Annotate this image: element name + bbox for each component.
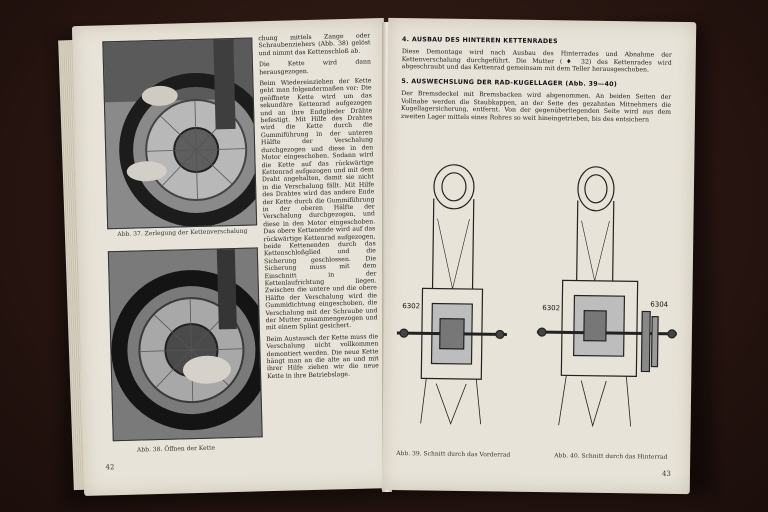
figure-37-photo <box>102 37 257 229</box>
figure-39-caption: Abb. 39. Schnitt durch das Vorderrad <box>396 450 511 459</box>
figure-39-diagram <box>391 158 515 430</box>
figure-40-caption: Abb. 40. Schnitt durch das Hinterrad <box>554 452 668 461</box>
section-heading-4: 4. AUSBAU DES HINTEREN KETTENRADES <box>401 36 558 46</box>
paragraph: Beim Wiedereinziehen der Kette geht man folgendermaßen vor: Die geöffnete Kette wird um das sekundäre Kettenrad aufgezogen und an ihre Endglieder Drähte befestigt. Mit Hilfe des Drahtes wird die Kette durch die Gummiführung in der unteren Hälfte der Verschalung durchgezogen und diese in den Motor eingeschoben. Sodann wird die Kette auf das rückwärtige Kettenrad aufgezogen und mit dem Draht angehalten, damit sie nicht in die Verschalung fällt. Mit Hilfe des Drahtes wird das andere Ende der Kette durch die Gummiführung in der oberen Hälfte der Verschalung durchgezogen, und diese in den Motor eingeschoben. Das obere Kettenende wird auf das rückwärtige Kettenrad aufgezogen, beide Kettenenden durch das Kettenschloßglied und die Sicherung geschlossen. Die Sicherung muss mit dem Einschnitt in der Kettenlaufrichtung liegen. Zwischen die untere und die obere Hälfte der Verschalung wird die Gummidichtung eingeschoben, die Verschalung mit der Schraube und der Mutter zusammengezogen und mit einem Splint gesichert. <box>259 77 378 332</box>
page-number: 43 <box>661 469 671 478</box>
paragraph: chung mittels Zange oder Schraubenziehers (Abb. 38) gelöst und nimmt das Kettenschloß ab. <box>258 32 371 58</box>
figure-37-caption: Abb. 37. Zerlegung der Kettenverschalung <box>117 227 248 239</box>
right-page <box>382 18 697 494</box>
paragraph: Die Kette wird dann herausgezogen. <box>258 58 372 76</box>
figure-38-photo <box>108 247 263 441</box>
section-heading-5: 5. AUSWECHSLUNG DER RAD-KUGELLAGER (Abb. 39—40) <box>401 78 618 89</box>
motorcycle-wheel-chain-photo <box>103 38 256 228</box>
paragraph: Beim Austausch der Kette muss die Verschalung nicht vollkommen demontiert werden. Die neue Kette hängt man an die alte an und mit ihrer Hilfe ziehen wir die neue Kette in ihre Betriebslage. <box>266 333 380 381</box>
section-text-4: Diese Demontage wird nach Ausbau des Hinterrades und Abnahme der Kettenverschalung durchgeführt. Die Mutter (♦ 32) des Kettenrades wird abgeschraubt und das Kettenrad gemeinsam mit dem Teller herausgeschoben. <box>401 48 672 74</box>
page-number: 42 <box>105 463 115 472</box>
left-text-column <box>258 32 381 455</box>
wheel-hub-photo <box>109 248 262 440</box>
figure-38-caption: Abb. 38. Öffnen der Kette <box>136 444 216 454</box>
bearing-label: 6302 <box>402 302 421 311</box>
figure-40-diagram <box>531 160 685 432</box>
bearing-label-right: 6304 <box>650 300 669 309</box>
bearing-label-left: 6302 <box>542 304 561 313</box>
section-text-5: Der Bremsdeckel mit Bremsbacken wird abgenommen. An beiden Seiten der Vollnabe werden die Staubkappen, an der Seite des gezahnten Mitnehmers die Kugellagersicherung, entfernt. Von der gegenüberliegenden Seite wird aus dem zweiten Lager mittels eines Rohres so weit hineingetrieben, bis des entsichern <box>400 90 672 124</box>
left-page <box>72 18 396 496</box>
